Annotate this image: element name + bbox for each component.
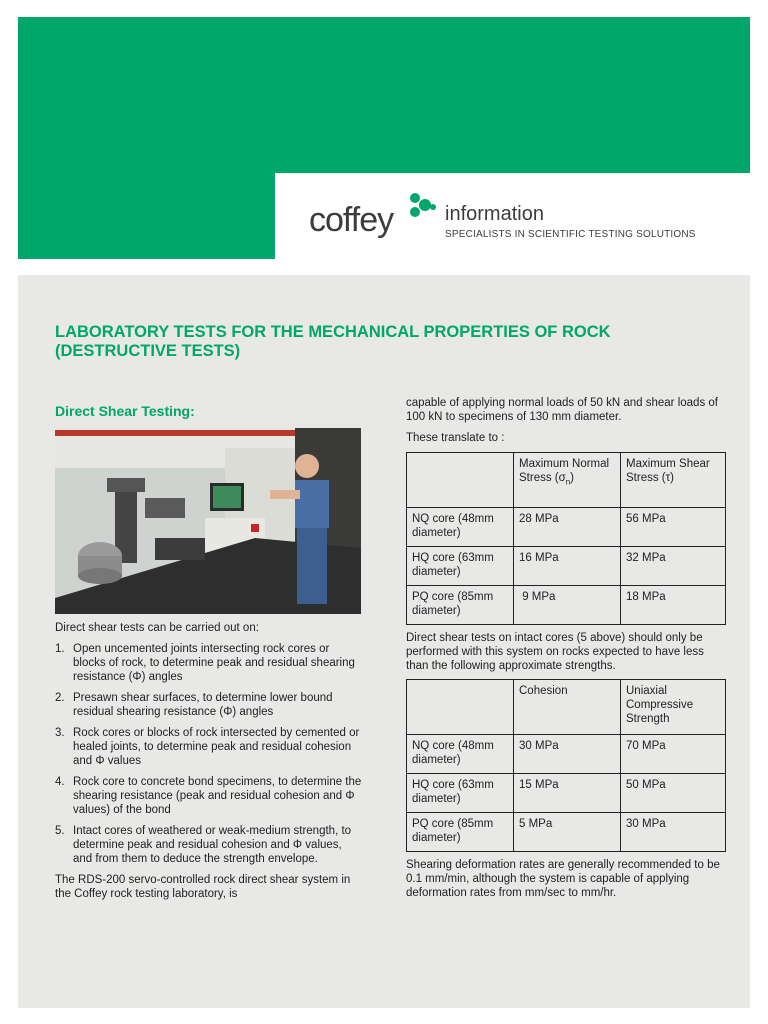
table-cell <box>407 680 514 735</box>
logo-area <box>275 173 750 259</box>
list-number: 1. <box>55 643 65 655</box>
table-cell: 28 MPa <box>514 508 621 547</box>
section-title: Direct Shear Testing: <box>55 403 195 419</box>
page-title: LABORATORY TESTS FOR THE MECHANICAL PROPERTIES OF ROCK (DESTRUCTIVE TESTS) <box>55 323 611 360</box>
table-cell: 16 MPa <box>514 547 621 586</box>
table-cell: PQ core (85mm diameter) <box>407 813 514 852</box>
table-cell <box>407 453 514 508</box>
table-header-cell: Uniaxial Compressive Strength <box>621 680 726 735</box>
table-header-row <box>407 453 726 508</box>
closing-text: The RDS-200 servo-controlled rock direct shear system in the Coffey rock testing laboratory, is <box>55 874 351 900</box>
limits-text: Direct shear tests on intact cores (5 above) should only be performed with this system on rocks expected to have less than the following approximate strengths. <box>406 632 704 672</box>
deformation-text: Shearing deformation rates are generally recommended to be 0.1 mm/min, although the system is capable of applying deformation rates from mm/sec to mm/hr. <box>406 859 720 899</box>
header-green-band <box>18 17 750 173</box>
table-row <box>407 813 726 852</box>
table-cell: 56 MPa <box>621 508 726 547</box>
table-row <box>407 586 726 625</box>
table-cell: 30 MPa <box>514 735 621 774</box>
coffey-arrow-icon <box>405 191 441 227</box>
lab-photo <box>55 428 361 614</box>
strength-table <box>406 679 726 852</box>
test-list <box>55 642 363 866</box>
table-header-row <box>407 680 726 735</box>
table-cell: 9 MPa <box>514 586 621 625</box>
logo-tagline: SPECIALISTS IN SCIENTIFIC TESTING SOLUTIONS <box>445 229 696 240</box>
table-cell: PQ core (85mm diameter) <box>407 586 514 625</box>
list-number: 5. <box>55 825 65 837</box>
list-item <box>55 642 363 684</box>
table-cell: 15 MPa <box>514 774 621 813</box>
table-cell: 5 MPa <box>514 813 621 852</box>
table-row <box>407 774 726 813</box>
left-column <box>55 621 363 901</box>
content-panel <box>18 275 750 1008</box>
list-text: Rock core to concrete bond specimens, to determine the shearing resistance (peak and residual cohesion and Φ values) of the bond <box>73 776 362 816</box>
logo-wordmark: coffey <box>309 201 394 239</box>
list-item <box>55 775 363 817</box>
intro-text: Direct shear tests can be carried out on: <box>55 622 259 634</box>
list-item <box>55 824 363 866</box>
table-header-cell: Maximum Normal Stress $(\sigma_n)$ <box>514 453 621 508</box>
right-column <box>406 396 726 900</box>
table-row <box>407 735 726 774</box>
table-cell: 70 MPa <box>621 735 726 774</box>
table-cell: 32 MPa <box>621 547 726 586</box>
list-text: Open uncemented joints intersecting rock cores or blocks of rock, to determine peak and residual shearing resistance (Φ) angles <box>73 643 355 683</box>
table-cell: 18 MPa <box>621 586 726 625</box>
stress-table <box>406 452 726 625</box>
capacity-text: capable of applying normal loads of 50 kN and shear loads of 100 kN to specimens of 130 mm diameter. <box>406 397 718 423</box>
list-text: Rock cores or blocks of rock intersected by cemented or healed joints, to determine peak and residual cohesion and Φ values <box>73 727 360 767</box>
lab-photo-illustration <box>55 428 361 614</box>
logo-information: information <box>445 203 544 225</box>
list-number: 4. <box>55 776 65 788</box>
table-cell: NQ core (48mm diameter) <box>407 508 514 547</box>
table-row <box>407 508 726 547</box>
header-green-block <box>18 173 275 259</box>
table-cell: 30 MPa <box>621 813 726 852</box>
list-item <box>55 691 363 719</box>
translate-text: These translate to : <box>406 432 505 444</box>
table-cell: 50 MPa <box>621 774 726 813</box>
table-row <box>407 547 726 586</box>
table-cell: NQ core (48mm diameter) <box>407 735 514 774</box>
table-header-cell: Cohesion <box>514 680 621 735</box>
list-number: 2. <box>55 692 65 704</box>
list-number: 3. <box>55 727 65 739</box>
list-text: Presawn shear surfaces, to determine lower bound residual shearing resistance (Φ) angles <box>73 692 333 718</box>
table-header-cell: Maximum Shear Stress (τ) <box>621 453 726 508</box>
table-cell: HQ core (63mm diameter) <box>407 774 514 813</box>
table-cell: HQ core (63mm diameter) <box>407 547 514 586</box>
list-text: Intact cores of weathered or weak-medium strength, to determine peak and residual cohesion and Φ values, and from them to deduce the strength envelope. <box>73 825 352 865</box>
list-item <box>55 726 363 768</box>
